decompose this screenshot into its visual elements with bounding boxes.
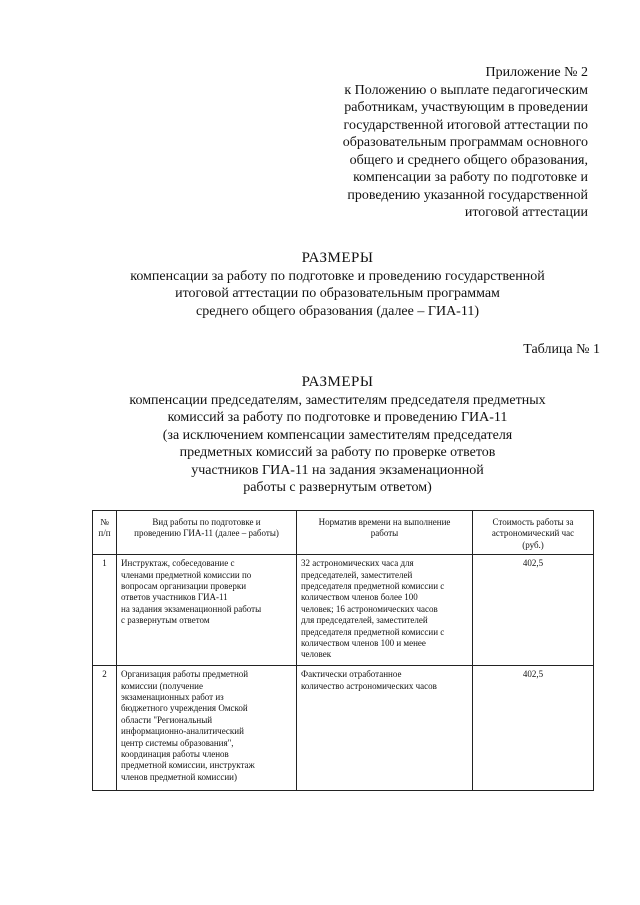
main-heading-line: среднего общего образования (далее – ГИА-11): [196, 303, 479, 319]
table-heading-line: работы с развернутым ответом): [243, 480, 432, 495]
table-heading-title: РАЗМЕРЫ: [301, 374, 374, 390]
header-num: № п/п: [93, 511, 117, 555]
annex-line: общего и среднего общего образования,: [349, 152, 588, 168]
work-type-cell: Организация работы предметной комиссии (получение экзаменационных работ из бюджетного учреждения Омской области "Региональный информационно-аналитический центр системы образования", координация работы членов предметной комиссии, инструктаж членов предметной комиссии): [117, 666, 297, 791]
time-norm-cell: 32 астрономических часа для председателей, заместителей председателя предметной комиссии с количеством членов более 100 человек; 16 астрономических часов для председателей, заместителей председателя предметной комиссии с количеством членов 100 и менее человек: [297, 555, 473, 666]
annex-line: Приложение № 2: [485, 65, 588, 80]
header-time-norm: Норматив времени на выполнение работы: [297, 511, 473, 555]
table-heading-line: комиссий за работу по подготовке и проведению ГИА-11: [167, 410, 508, 425]
annex-line: работникам, участвующим в проведении: [344, 100, 588, 115]
main-heading: [70, 250, 605, 320]
table-row: [93, 555, 594, 666]
main-heading-line: компенсации за работу по подготовке и проведению государственной: [130, 268, 545, 284]
annex-line: проведению указанной государственной: [347, 187, 588, 203]
annex-line: итоговой аттестации: [464, 205, 588, 220]
row-number: 1: [93, 555, 117, 666]
annex-line: к Положению о выплате педагогическим: [344, 82, 588, 98]
table-number-label: Таблица № 1: [523, 342, 600, 357]
work-type-cell: Инструктаж, собеседование с членами предметной комиссии по вопросам организации проверки ответов участников ГИА-11 на задания экзаменационной работы с развернутым ответом: [117, 555, 297, 666]
table-heading: [70, 374, 605, 497]
table-heading-line: компенсации председателям, заместителям председателя предметных: [129, 392, 546, 408]
annex-line: образовательным программам основного: [342, 135, 588, 150]
time-norm-cell: Фактически отработанное количество астрономических часов: [297, 666, 473, 791]
main-heading-line: итоговой аттестации по образовательным программам: [175, 286, 500, 301]
header-cost: Стоимость работы за астрономический час (руб.): [473, 511, 594, 555]
table-header-row: [93, 511, 594, 555]
cost-cell: 402,5: [473, 555, 594, 666]
annex-line: компенсации за работу по подготовке и: [353, 170, 588, 185]
table-row: [93, 666, 594, 791]
table-heading-line: предметных комиссий за работу по проверке ответов: [179, 445, 496, 460]
table-heading-line: (за исключением компенсации заместителям председателя: [162, 427, 513, 443]
row-number: 2: [93, 666, 117, 791]
annex-reference-block: [288, 64, 588, 222]
table-heading-line: участников ГИА-11 на задания экзаменационной: [191, 462, 484, 478]
annex-line: государственной итоговой аттестации по: [343, 117, 588, 133]
cost-cell: 402,5: [473, 666, 594, 791]
main-heading-title: РАЗМЕРЫ: [301, 250, 374, 266]
compensation-table: [92, 510, 594, 791]
header-work-type: Вид работы по подготовке и проведению ГИА-11 (далее – работы): [117, 511, 297, 555]
